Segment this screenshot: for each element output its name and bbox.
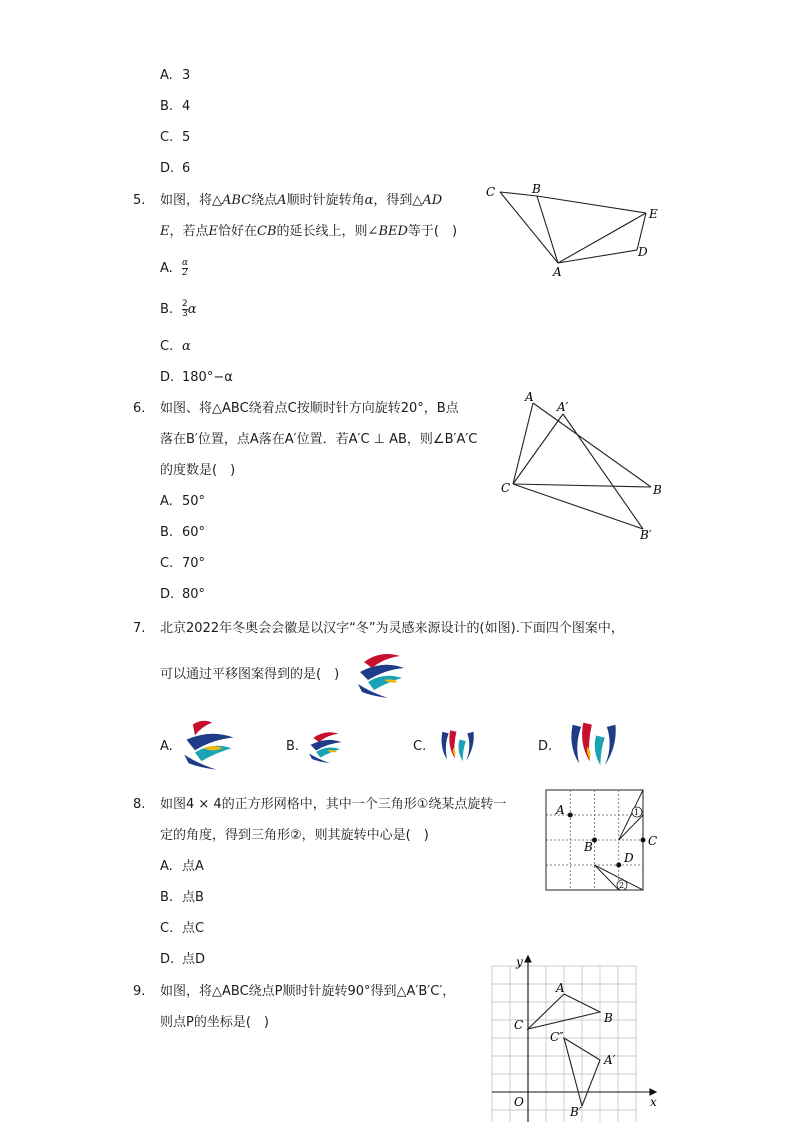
q9-stem-line1: 如图，将△ABC绕点P顺时针旋转90°得到△A′B′C′，: [160, 984, 456, 999]
q5-option-d[interactable]: D. 180°−α: [160, 370, 233, 385]
q8-option-a[interactable]: A. 点A: [160, 859, 204, 874]
q7-option-d-image: [564, 714, 624, 772]
q6-stem-line1: 如图、将△ABC绕着点C按顺时针方向旋转20°，B点: [160, 401, 459, 416]
q6-label-c: C: [501, 481, 511, 495]
q6-label-a: A: [525, 390, 534, 404]
q7-option-a-image: [180, 716, 240, 774]
q8-label-triangle-1: 1: [634, 808, 640, 817]
q7-option-b[interactable]: B.: [286, 739, 300, 754]
q5-label-c: C: [486, 185, 496, 199]
q7-option-d[interactable]: D.: [538, 739, 553, 754]
q4-option-a[interactable]: A. 3: [160, 68, 191, 83]
q7-option-c-image: [436, 724, 480, 766]
q9-coordinate-figure: [486, 952, 666, 1122]
q9-label-y: y: [516, 955, 523, 969]
q6-label-b-prime: B′: [640, 528, 652, 542]
q6-label-a-prime: A′: [557, 400, 569, 414]
q6-stem-line2: 落在B′位置，点A落在A′位置．若A′C ⊥ AB，则∠B′A′C: [160, 432, 478, 447]
q5-option-c[interactable]: C. α: [160, 339, 191, 354]
q5-label-b: B: [532, 182, 541, 196]
q8-stem-line2: 定的角度，得到三角形②，则其旋转中心是( ): [160, 828, 429, 843]
q7-number: 7.: [133, 621, 146, 636]
q4-option-b[interactable]: B. 4: [160, 99, 191, 114]
q8-option-d[interactable]: D. 点D: [160, 952, 206, 967]
q9-label-c-prime: C″: [550, 1030, 564, 1044]
q9-label-origin: O: [514, 1095, 524, 1109]
q8-option-b[interactable]: B. 点B: [160, 890, 204, 905]
q5-number: 5.: [133, 193, 146, 208]
q8-label-c: C: [648, 834, 658, 848]
q8-label-a: A: [556, 803, 565, 817]
q5-stem-line1: 如图，将△ABC绕点A顺时针旋转角α，得到△AD: [160, 193, 443, 208]
q5-stem-line2: E，若点E恰好在CB的延长线上，则∠BED等于( ): [160, 224, 458, 239]
q9-label-a-prime: A′: [604, 1053, 616, 1067]
q6-stem-line3: 的度数是( ): [160, 463, 236, 478]
q9-number: 9.: [133, 984, 146, 999]
q5-label-d: D: [638, 245, 648, 259]
q8-number: 8.: [133, 797, 146, 812]
q7-stem-line1: 北京2022年冬奥会会徽是以汉字“冬”为灵感来源设计的(如图).下面四个图案中，: [160, 621, 624, 636]
q8-label-triangle-2: 2: [619, 881, 625, 890]
q4-option-d[interactable]: D. 6: [160, 161, 191, 176]
q8-label-b: B: [584, 840, 593, 854]
q6-label-b: B: [653, 483, 662, 497]
q7-winter-olympics-emblem: [354, 648, 410, 702]
q8-option-c[interactable]: C. 点C: [160, 921, 205, 936]
q7-stem-line2: 可以通过平移图案得到的是( ): [160, 667, 340, 682]
q5-option-a[interactable]: A. $\frac{\alpha}{2}$: [160, 258, 189, 278]
q4-option-c[interactable]: C. 5: [160, 130, 191, 145]
q6-option-a[interactable]: A. 50°: [160, 494, 206, 509]
q7-option-a[interactable]: A.: [160, 739, 173, 754]
q5-label-e: E: [649, 207, 658, 221]
q9-stem-line2: 则点P的坐标是( ): [160, 1015, 269, 1030]
q7-option-c[interactable]: C.: [413, 739, 427, 754]
q6-option-d[interactable]: D. 80°: [160, 587, 206, 602]
q5-label-a: A: [553, 265, 562, 279]
q9-label-a: A: [556, 981, 565, 995]
q8-label-d: D: [624, 851, 634, 865]
q9-label-b: B: [604, 1011, 613, 1025]
q6-option-c[interactable]: C. 70°: [160, 556, 206, 571]
q5-figure: [480, 180, 670, 280]
q7-option-b-image: [306, 728, 346, 766]
q6-figure: [495, 388, 675, 546]
q5-option-b[interactable]: B. $\frac{2}{3}$ α: [160, 299, 197, 319]
q8-grid-figure: [540, 784, 670, 896]
q8-stem-line1: 如图4 × 4的正方形网格中，其中一个三角形①绕某点旋转一: [160, 797, 507, 812]
q9-label-b-prime: B′: [570, 1105, 582, 1119]
q9-label-c: C: [514, 1018, 524, 1032]
q6-option-b[interactable]: B. 60°: [160, 525, 206, 540]
q9-label-x: x: [650, 1095, 657, 1109]
q6-number: 6.: [133, 401, 146, 416]
